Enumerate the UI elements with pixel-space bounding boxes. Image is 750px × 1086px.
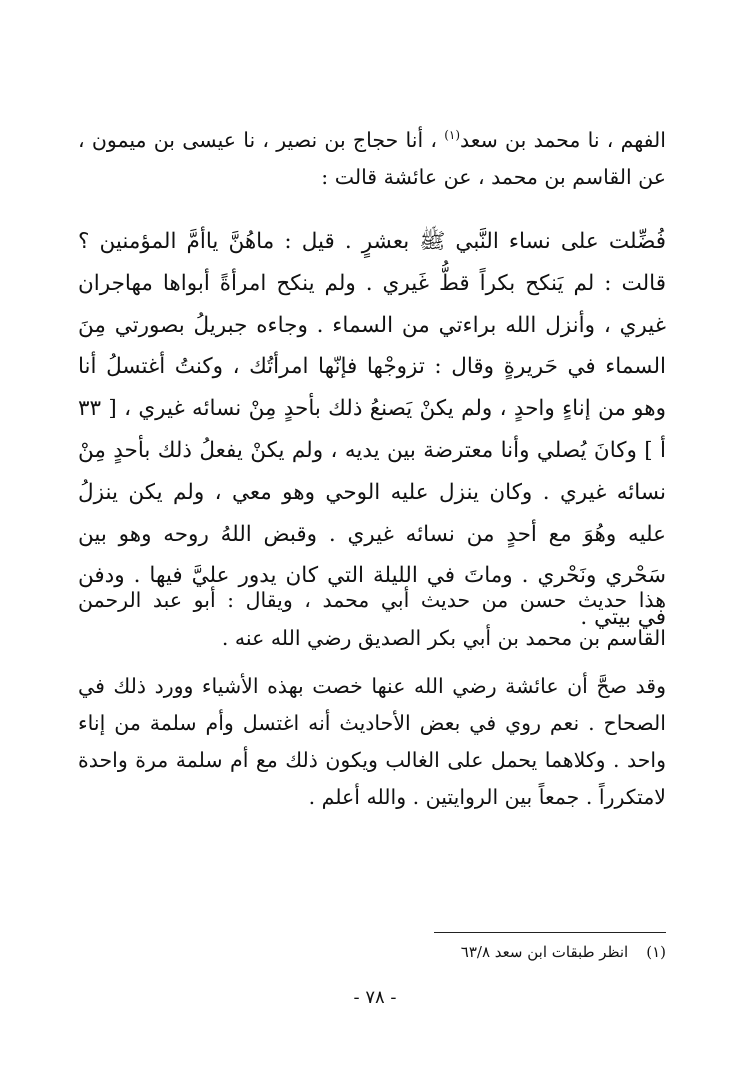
footnote	[366, 940, 666, 964]
footnote-divider	[434, 932, 666, 933]
intro-text-after-ref: ، أنا حجاج بن نصير ، نا عيسى بن ميمون ، عن القاسم بن محمد ، عن عائشة قالت :	[78, 127, 666, 190]
page-number: - ٧٨ -	[353, 987, 397, 1008]
footnote-marker: (١)	[646, 943, 666, 961]
commentary-paragraph: وقد صحَّ أن عائشة رضي الله عنها خصت بهذه الأشياء وورد ذلك في الصحاح . نعم روي في بعض الأحاديث أنه اغتسل وأم سلمة من إناء واحد . وكلاهما يحمل على الغالب ويكون ذلك مع أم سلمة مرة واحدة لامتكرراً . جمعاً بين الروايتين . والله أعلم .	[78, 674, 666, 809]
footnote-text: انظر طبقات ابن سعد ٦٣/٨	[460, 943, 629, 961]
intro-paragraph	[78, 117, 666, 197]
footnote-reference: (١)	[444, 128, 461, 142]
hadith-grade-paragraph: هذا حديث حسن من حديث أبي محمد ، ويقال : أبو عبد الرحمن القاسم بن محمد بن أبي بكر الصديق رضي الله عنه .	[78, 588, 666, 650]
intro-text-before-ref: الفهم ، نا محمد بن سعد	[460, 127, 666, 152]
hadith-text-paragraph: فُضِّلت على نساء النَّبي ﷺ بعشرٍ . قيل : ماهُنَّ ياأمَّ المؤمنين ؟ قالت : لم يَنكح بكراً قطُّ غَيري . ولم ينكح امرأةً أبواها مهاجران غيري ، وأنزل الله براءتي من السماء . وجاءه جبريلُ بصورتي مِنَ السماء في حَريرةٍ وقال : تزوجْها فإنّها امرأتُك ، وكنتُ أغتسلُ أنا وهو من إناءٍ واحدٍ ، ولم يكنْ يَصنعُ ذلك بأحدٍ مِنْ نسائه غيري ، [ ٣٣ أ ] وكانَ يُصلي وأنا معترضة بين يديه ، ولم يكنْ يفعلُ ذلك بأحدٍ مِنْ نسائه غيري . وكان ينزل عليه الوحي وهو معي ، ولم يكن ينزلُ عليه وهُوَ مع أحدٍ من نسائه غيري . وقبض اللهُ روحه وهو بين سَحْري ونَحْري . وماتَ في الليلة التي كان يدور عليَّ فيها . ودفن في بيتي .	[78, 229, 666, 631]
